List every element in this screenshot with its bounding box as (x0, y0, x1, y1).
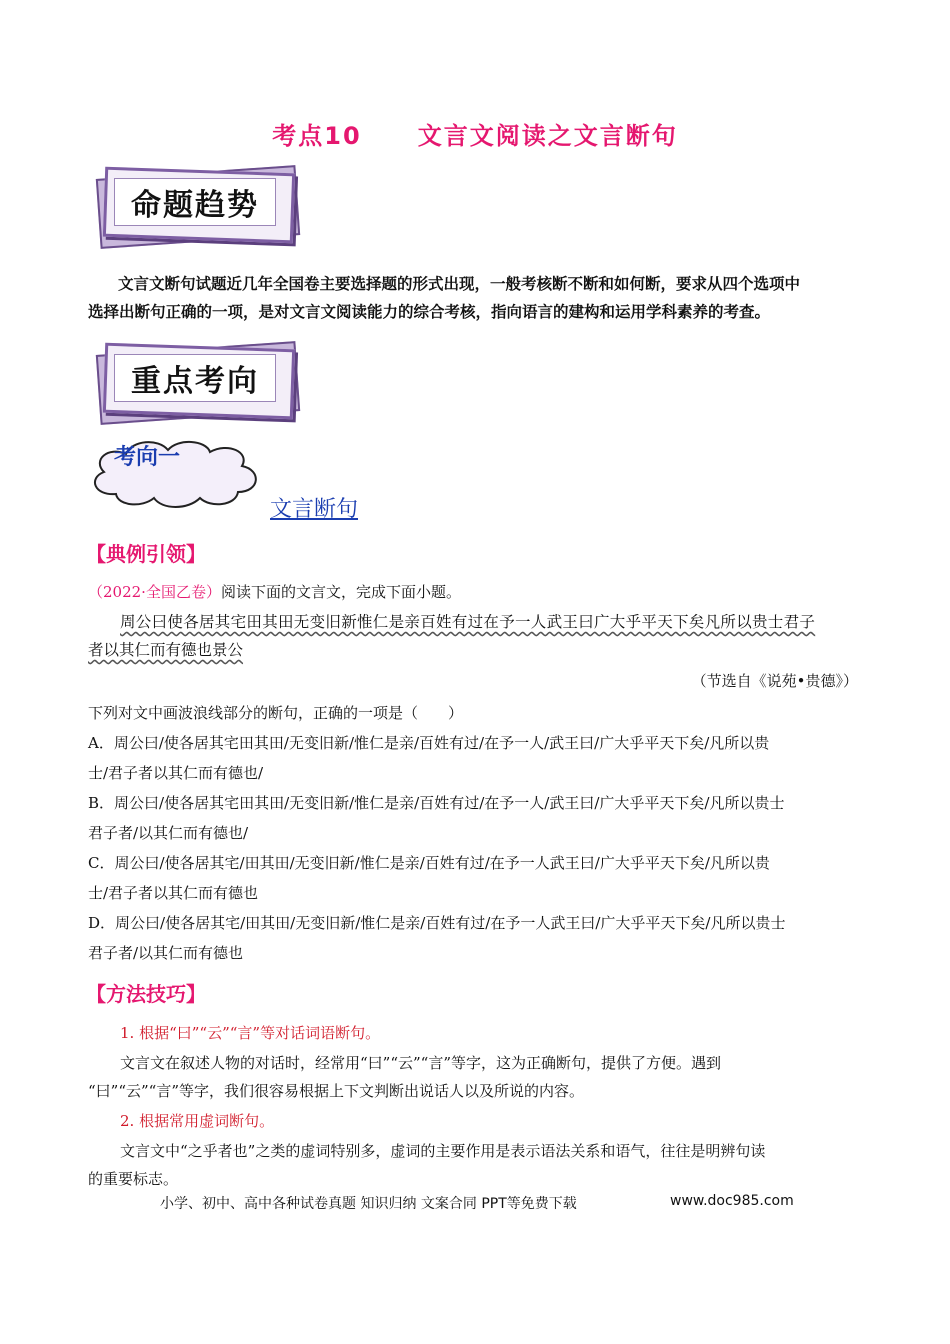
option-b-line-1: B．周公曰/使各居其宅田其田/无变旧新/惟仁是亲/百姓有过/在予一人/武王曰/广大乎平天下矣/凡所以贵士 (88, 794, 785, 812)
example-intro (88, 578, 868, 606)
methods-heading: 【方法技巧】 (86, 982, 206, 1006)
trend-banner (94, 166, 300, 244)
intro-line-1: 文言文断句试题近几年全国卷主要选择题的形式出现，一般考核断不断和如何断，要求从四个选项中 (118, 274, 801, 293)
option-d-line-1: D．周公曰/使各居其宅/田其田/无变旧新/惟仁是亲/百姓有过/在予一人武王曰/广大乎平天下矣/凡所以贵士 (88, 914, 786, 932)
passage-line-1: 周公曰使各居其宅田其田无变旧新惟仁是亲百姓有过在予一人武王曰广大乎平天下矣凡所以贵士君子 (120, 613, 816, 631)
passage-citation: （节选自《说苑•贵德》） (691, 672, 858, 690)
title-topic-name: 文言文阅读之文言断句 (417, 122, 678, 150)
exam-source-tag: （2022·全国乙卷） (88, 583, 221, 601)
example-heading: 【典例引领】 (86, 542, 206, 566)
page-title (0, 116, 950, 151)
tip-2-title: 2. 根据常用虚词断句。 (120, 1112, 275, 1130)
direction-cloud (86, 436, 266, 510)
option-c-line-1: C．周公曰/使各居其宅/田其田/无变旧新/惟仁是亲/百姓有过/在予一人武王曰/广大乎平天下矣/凡所以贵 (88, 854, 770, 872)
trend-banner-label: 命题趋势 (114, 178, 276, 226)
title-topic-number: 考点10 (272, 122, 362, 150)
tip-1-title: 1. 根据“曰”“云”“言”等对话词语断句。 (120, 1024, 381, 1042)
question-text: 下列对文中画波浪线部分的断句，正确的一项是（ ） (88, 704, 464, 722)
footer-promo: 小学、初中、高中各种试卷真题 知识归纳 文案合同 PPT等免费下载 (160, 1196, 577, 1212)
tip-1-line-1: 文言文在叙述人物的对话时，经常用“曰”“云”“言”等字，这为正确断句，提供了方便。遇到 (120, 1054, 722, 1072)
tip-2-line-2: 的重要标志。 (88, 1170, 179, 1188)
option-b-line-2: 君子者/以其仁而有德也/ (88, 824, 249, 842)
example-instruction: 阅读下面的文言文，完成下面小题。 (220, 583, 461, 601)
tip-2-line-1: 文言文中“之乎者也”之类的虚词特别多，虚词的主要作用是表示语法关系和语气，往往是明辨句读 (120, 1142, 766, 1160)
option-d-line-2: 君子者/以其仁而有德也 (88, 944, 244, 962)
option-c-line-2: 士/君子者以其仁而有德也 (88, 884, 259, 902)
option-a-line-1: A．周公曰/使各居其宅田其田/无变旧新/惟仁是亲/百姓有过/在予一人/武王曰/广大乎平天下矣/凡所以贵 (88, 734, 770, 752)
focus-banner-label: 重点考向 (114, 354, 276, 402)
footer-url[interactable]: www.doc985.com (670, 1193, 794, 1209)
focus-banner (94, 342, 300, 420)
topic-link[interactable]: 文言断句 (270, 497, 359, 522)
direction-cloud-label: 考向一 (114, 445, 181, 470)
tip-1-line-2: “曰”“云”“言”等字，我们很容易根据上下文判断出说话人以及所说的内容。 (88, 1082, 585, 1100)
option-a-line-2: 士/君子者以其仁而有德也/ (88, 764, 264, 782)
intro-line-2: 选择出断句正确的一项，是对文言文阅读能力的综合考核，指向语言的建构和运用学科素养的考查。 (88, 302, 771, 321)
passage-line-2: 者以其仁而有德也景公 (88, 641, 244, 659)
